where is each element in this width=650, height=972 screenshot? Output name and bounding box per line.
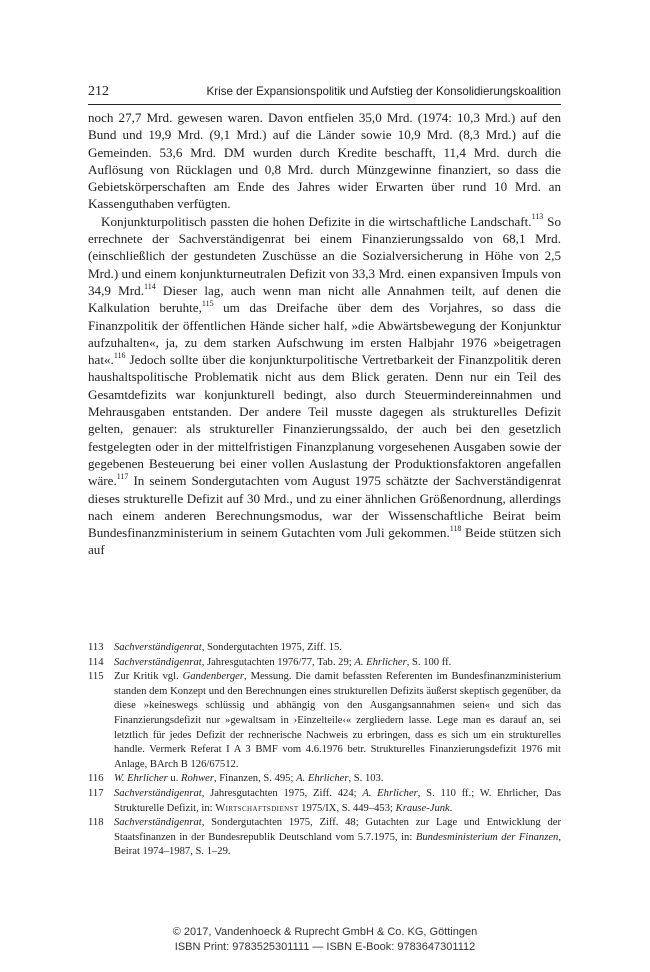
footnotes	[88, 641, 561, 860]
footnote	[88, 787, 561, 816]
footnote	[88, 670, 561, 772]
footnote-text: W. Ehrlicher u. Rohwer, Finanzen, S. 495; A. Ehrlicher, S. 103.	[114, 773, 384, 785]
footnote-text: Sachverständigenrat, Sondergutachten 1975, Ziff. 15.	[114, 642, 342, 653]
footnote-number: 113	[88, 642, 104, 653]
footnote-number: 114	[88, 656, 104, 668]
copyright-line: © 2017, Vandenhoeck & Ruprecht GmbH & Co. KG, Göttingen	[172, 926, 478, 938]
footnote-ref[interactable]: 118	[449, 523, 462, 533]
footnote-number: 116	[88, 773, 104, 785]
footnote-ref[interactable]: 116	[113, 350, 126, 360]
paragraph: Konjunkturpolitisch passten die hohen Defizite in die wirtschaftliche Landschaft.$^{113}$ So errechnete der Sachverständigenrat bei einem Finanzierungssaldo von 68,1 Mrd. (einschließlich der gestundeten Zuschüsse an die Sozialversicherung in Höhe von 2,5 Mrd.) und einem konjunkturneutralen Defizit von 33,3 Mrd. einen expansiven Impuls von 34,9 Mrd.$^{114}$ Dieser lag, auch wenn man nicht alle Annahmen teilt, auf denen die Kalkulation beruhte,$^{115}$ um das Dreifache über dem des Vorjahres, so dass die Finanzpolitik der öffentlichen Hände sicher half, »die Abwärtsbewegung der Konjunktur aufzuhalten«, ja, zu dem starken Aufschwung im ersten Halbjahr 1976 »beigetragen hat«.$^{116}$ Jedoch sollte über die konjunkturpolitische Vertretbarkeit der Finanzpolitik deren haushaltspolitische Problematik nicht aus dem Blick geraten. Denn nur ein Teil des Gesamtdefizits war konjunkturell bedingt, also durch Steuermindereinnahmen und Mehrausgaben entstanden. Der andere Teil musste dagegen als strukturelles Defizit gelten, genauer: als struktureller Finanzierungssaldo, der auch bei den gesetzlich festgelegten oder in der mittelfristigen Finanzplanung vorgesehenen Ausgaben sowie der gegebenen Besteuerung bei einer vollen Auslastung der Produktionsfaktoren angefallen wäre.$^{117}$ In seinem Sondergutachten vom August 1975 schätzte der Sachverständigenrat dieses strukturelle Defizit auf 30 Mrd., und zu einer ähnlichen Größenordnung, allerdings nach einem anderen Berechnungsmodus, war der Wissenschaftliche Beirat beim Bundesfinanzministerium in seinem Gutachten vom Juli gekommen.$^{118}$ Beide stützen sich auf	[88, 212, 561, 558]
footnote-text: Sachverständigenrat, Jahresgutachten 1976/77, Tab. 29; A. Ehrlicher, S. 100 ff.	[114, 656, 452, 668]
main-text	[88, 109, 561, 559]
footnote-text: Sachverständigenrat, Jahresgutachten 1975, Ziff. 424; A. Ehrlicher, S. 110 ff.; W. Ehrlicher, Das Strukturelle Defizit, in: Wirtschaftsdienst 1975/IX, S. 449–453; Krause-Junk.	[114, 787, 561, 814]
footnote-ref[interactable]: 113	[531, 212, 544, 222]
footnote-ref[interactable]: 114	[143, 281, 156, 291]
isbn-line: ISBN Print: 9783525301111 — ISBN E-Book: 9783647301112	[174, 941, 476, 953]
paragraph: noch 27,7 Mrd. gewesen waren. Davon entfielen 35,0 Mrd. (1974: 10,3 Mrd.) auf den Bund und 19,9 Mrd. (9,1 Mrd.) auf die Länder sowie 10,9 Mrd. (8,3 Mrd.) auf die Gemeinden. 53,6 Mrd. DM wurden durch Kredite beschafft, 11,4 Mrd. durch die Auflösung von Rücklagen und 0,8 Mrd. durch Münzgewinne finanziert, so dass die Gebietskörperschaften am Ende des Jahres wider Erwarten über rund 10 Mrd. an Kassenguthaben verfügten.	[88, 110, 561, 212]
page-number: 212	[88, 84, 109, 99]
footnote	[88, 772, 561, 787]
footnote	[88, 656, 561, 671]
footnote-number: 117	[88, 787, 104, 799]
footnote	[88, 816, 561, 860]
footnote	[88, 641, 561, 656]
footnote-ref[interactable]: 117	[116, 471, 129, 481]
footnote-text: Sachverständigenrat, Sondergutachten 1975, Ziff. 48; Gutachten zur Lage und Entwicklung der Staatsfinanzen in der Bundesrepublik Deutschland vom 5.7.1975, in: Bundesministerium der Finanzen, Beirat 1974–1987, S. 1–29.	[114, 817, 561, 858]
footnote-text: Zur Kritik vgl. Gandenberger, Messung. Die damit befassten Referenten im Bundesfinanzministerium standen dem Konzept und den Berechnungen eines strukturellen Defizits äußerst skeptisch gegenüber, da diese »keineswegs schlüssig und abhängig von den Ausgangsannahmen seien« und sich das Finanzierungsdefizit nur »gewaltsam in ›Einzelteile‹« zergliedern lasse. Lege man es darauf an, sei letztlich für jedes Defizit der rechnerische Nachweis zu erbringen, dass es sich um ein strukturelles handle. Vermerk Referat I A 3 BMF vom 4.6.1976 betr. Strukturelles Finanzierungsdefizit 1976 mit Anlage, BArch B 126/67512.	[114, 671, 562, 770]
footnote-number: 115	[88, 671, 104, 683]
footnote-ref[interactable]: 115	[201, 298, 214, 308]
running-header	[88, 84, 561, 105]
running-title: Krise der Expansionspolitik und Aufstieg der Konsolidierungskoalition	[206, 85, 561, 98]
footnote-number: 118	[88, 817, 104, 829]
